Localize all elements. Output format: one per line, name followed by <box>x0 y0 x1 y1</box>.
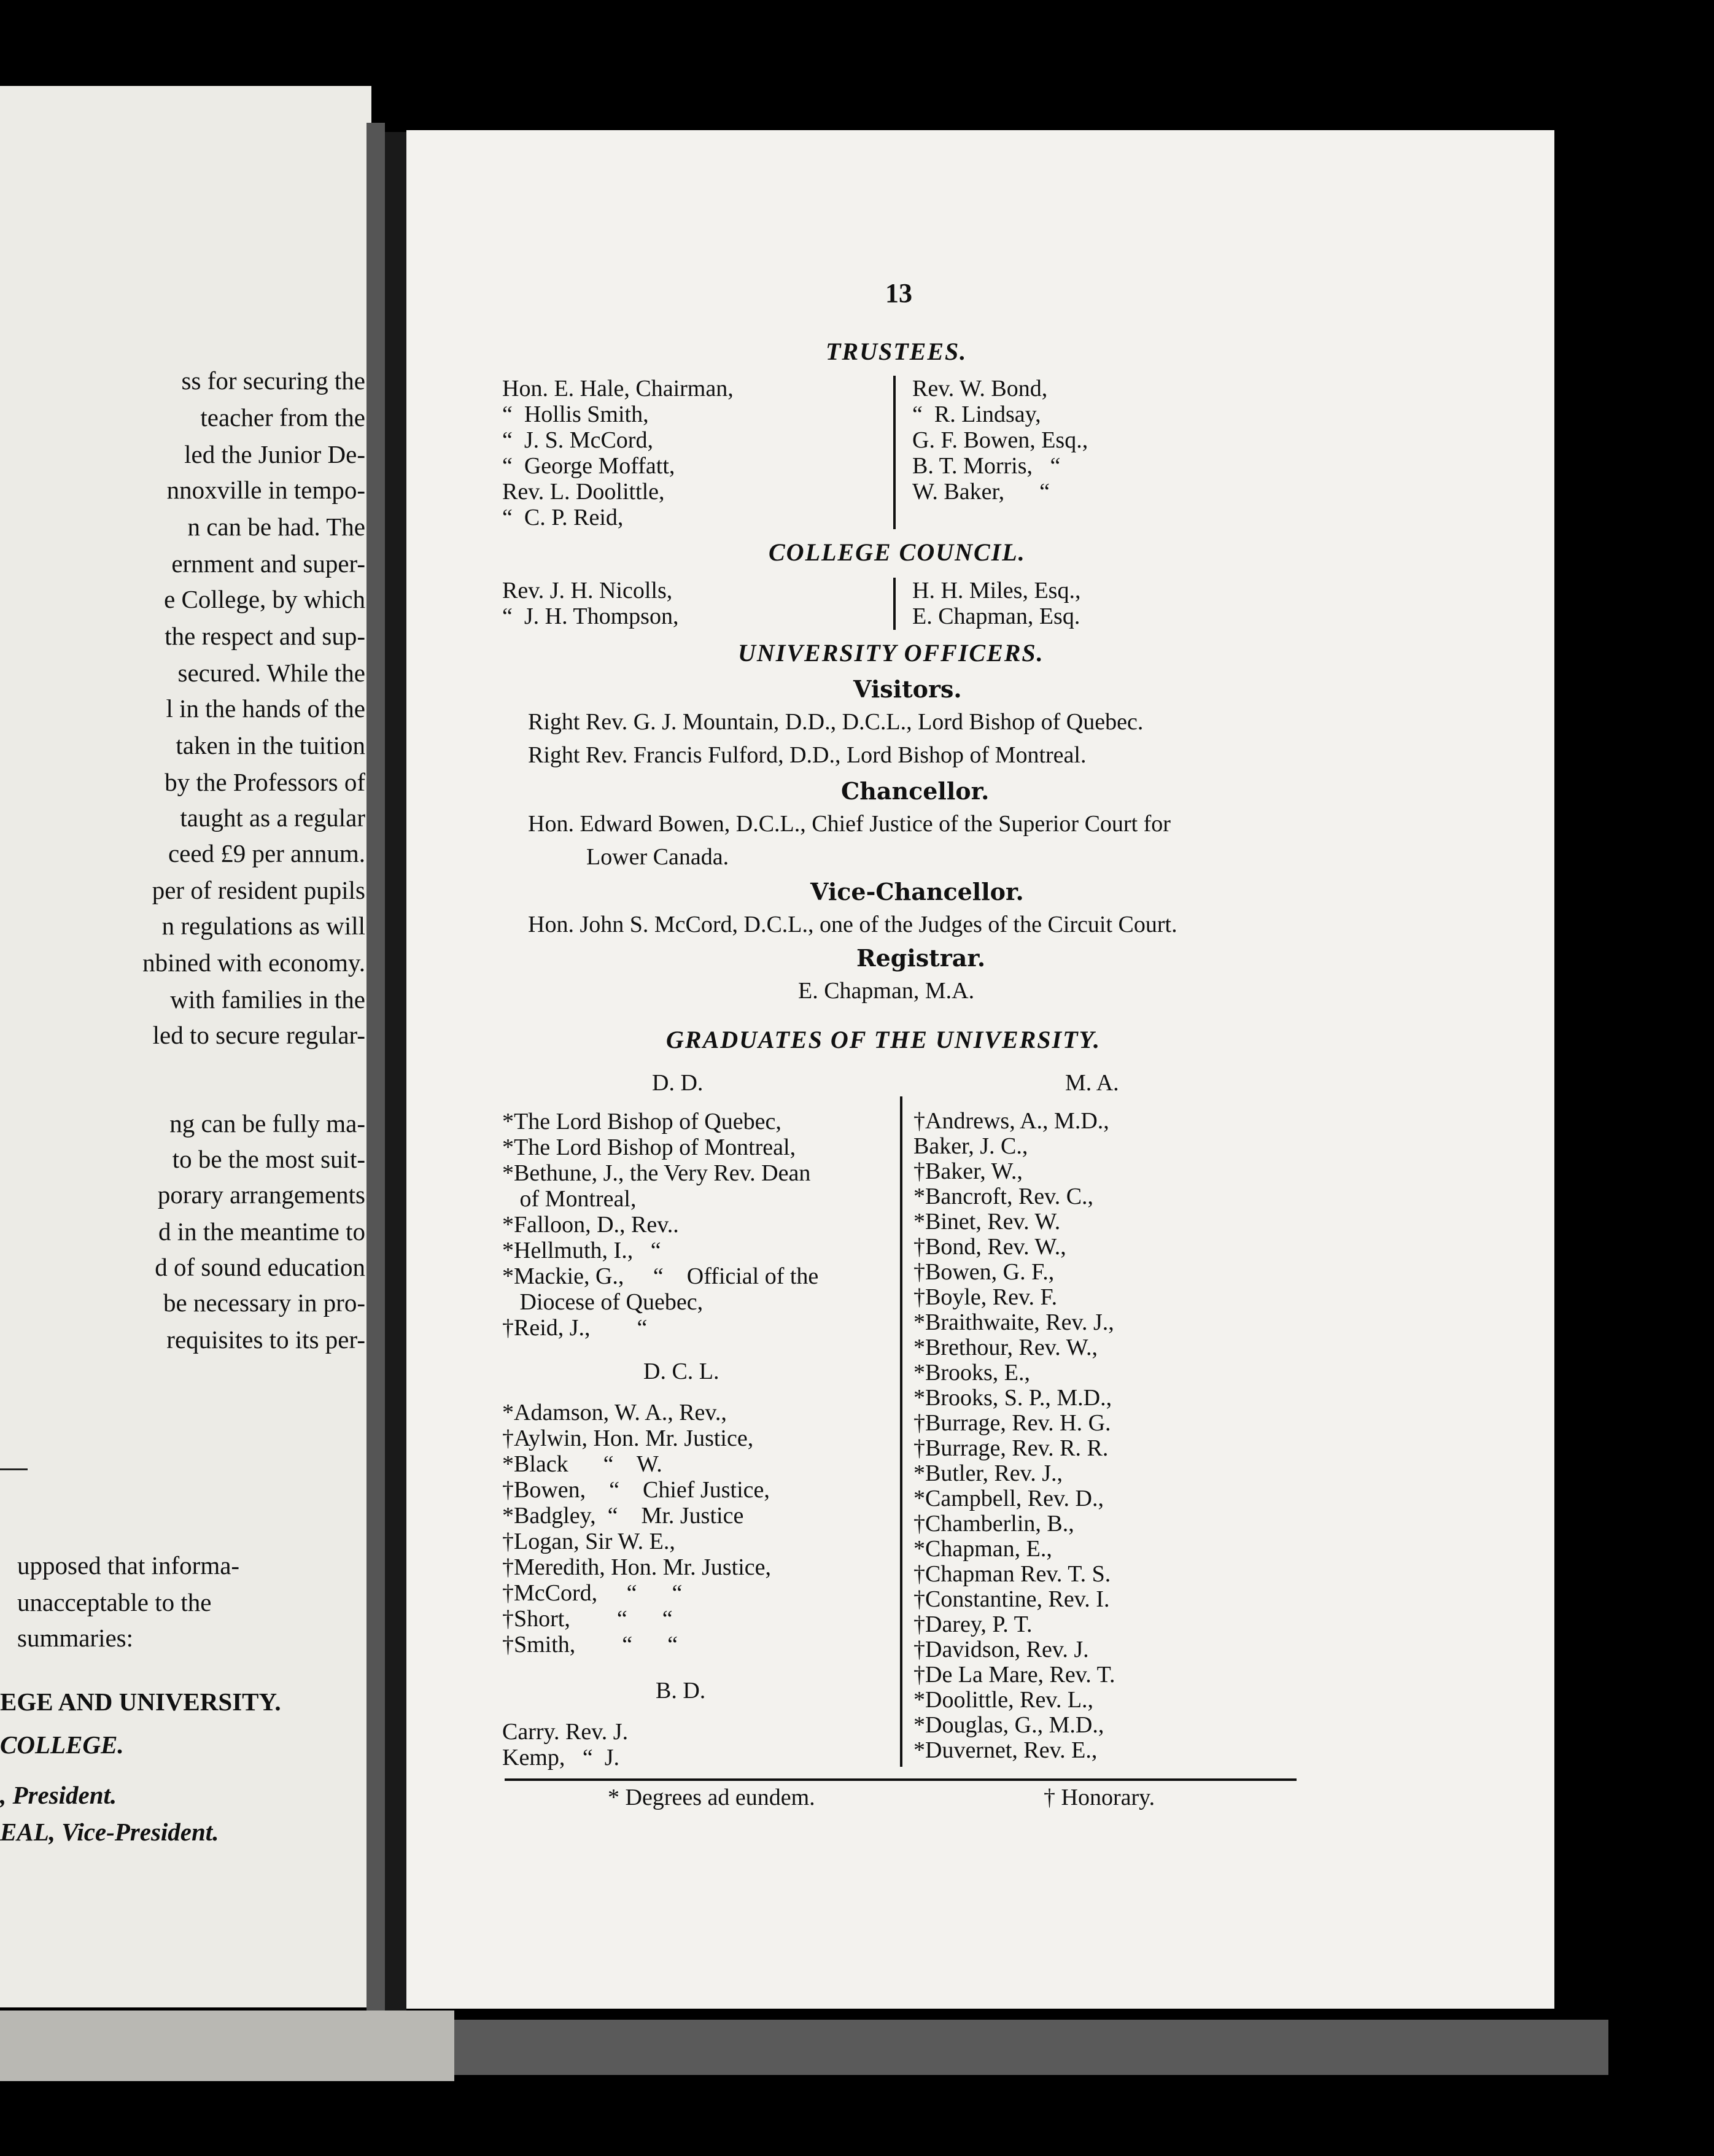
left-page-line: nbined with economy. <box>142 948 365 977</box>
footnote-rule <box>505 1778 1297 1781</box>
left-page-line: ernment and super- <box>171 549 365 578</box>
dd-entry: †Reid, J., “ <box>502 1315 648 1341</box>
ma-entry: †Boyle, Rev. F. <box>913 1284 1058 1310</box>
left-page <box>0 86 371 2007</box>
left-page-line: per of resident pupils <box>152 876 365 904</box>
trustee-entry: Hon. E. Hale, Chairman, <box>502 376 734 401</box>
left-page-line: taught as a regular <box>180 804 365 832</box>
page-number: 13 <box>885 278 912 308</box>
ma-entry: †Burrage, Rev. H. G. <box>913 1410 1111 1436</box>
chancellor-line: Lower Canada. <box>586 844 729 870</box>
dcl-entry: †McCord, “ “ <box>502 1580 683 1606</box>
left-page-line: EAL, Vice-President. <box>0 1818 219 1846</box>
ma-entry: †Baker, W., <box>913 1158 1023 1184</box>
officers-heading: UNIVERSITY OFFICERS. <box>738 639 1044 667</box>
dcl-entry: †Meredith, Hon. Mr. Justice, <box>502 1554 772 1580</box>
trustee-entry: W. Baker, “ <box>912 479 1050 505</box>
council-left-column <box>502 578 678 629</box>
ma-entry: †Darey, P. T. <box>913 1611 1033 1637</box>
ma-entry: *Brethour, Rev. W., <box>913 1335 1098 1360</box>
ma-list <box>913 1109 1115 1763</box>
visitor-line: Right Rev. G. J. Mountain, D.D., D.C.L., Lord Bishop of Quebec. <box>528 709 1144 735</box>
dcl-entry: *Black “ W. <box>502 1451 662 1477</box>
ma-entry: *Doolittle, Rev. L., <box>913 1687 1094 1713</box>
footnote-eundem: * Degrees ad eundem. <box>608 1785 815 1810</box>
chancellor-heading: Chancellor. <box>841 777 990 805</box>
footnote-honorary: † Honorary. <box>1044 1785 1155 1810</box>
left-page-line: upposed that informa- <box>17 1551 240 1580</box>
left-page-line: ss for securing the <box>181 366 365 395</box>
trustee-entry: “ C. P. Reid, <box>502 505 624 530</box>
trustee-entry: “ Hollis Smith, <box>502 401 649 427</box>
left-page-line: by the Professors of <box>165 768 365 796</box>
ma-entry: †Davidson, Rev. J. <box>913 1637 1089 1662</box>
left-page-line: to be the most suit- <box>172 1145 365 1173</box>
trustee-entry: “ George Moffatt, <box>502 453 675 479</box>
left-page-line: porary arrangements <box>157 1181 365 1209</box>
left-page-line: teacher from the <box>200 403 365 432</box>
dd-entry: *Falloon, D., Rev.. <box>502 1212 679 1238</box>
trustees-right-column <box>912 376 1088 505</box>
left-page-line: led the Junior De- <box>184 440 365 468</box>
left-page-line: unacceptable to the <box>17 1588 212 1616</box>
bd-entry: Carry. Rev. J. <box>502 1719 629 1745</box>
left-page-line: d of sound education <box>155 1253 365 1281</box>
left-page-line: n can be had. The <box>187 513 365 541</box>
left-page-line: be necessary in pro- <box>163 1289 365 1317</box>
ma-entry: *Brooks, S. P., M.D., <box>913 1385 1112 1411</box>
ma-entry: †Chamberlin, B., <box>913 1511 1074 1537</box>
ma-entry: *Douglas, G., M.D., <box>913 1712 1104 1738</box>
left-page-line: EGE AND UNIVERSITY. <box>0 1688 281 1716</box>
trustee-entry: B. T. Morris, “ <box>912 453 1061 479</box>
left-page-line: e College, by which <box>164 585 365 613</box>
left-page-line: , President. <box>0 1781 117 1809</box>
dd-entry: Diocese of Quebec, <box>502 1289 704 1315</box>
dcl-entry: *Badgley, “ Mr. Justice <box>502 1503 744 1529</box>
column-divider <box>893 578 896 630</box>
book-spine <box>366 123 385 2020</box>
ma-entry: †Burrage, Rev. R. R. <box>913 1435 1109 1461</box>
column-divider <box>900 1096 902 1767</box>
vice-chancellor-heading: Vice-Chancellor. <box>810 878 1024 905</box>
bd-heading: B. D. <box>656 1678 706 1704</box>
ma-entry: *Chapman, E., <box>913 1536 1052 1562</box>
trustee-entry: “ R. Lindsay, <box>912 401 1041 427</box>
council-right-column <box>912 578 1080 629</box>
ma-entry: *Butler, Rev. J., <box>913 1460 1063 1486</box>
visitors-heading: Visitors. <box>853 675 962 703</box>
ma-entry: *Braithwaite, Rev. J., <box>913 1309 1114 1335</box>
left-page-line: requisites to its per- <box>166 1325 365 1354</box>
left-page-line: taken in the tuition <box>176 731 365 759</box>
ma-heading: M. A. <box>1065 1070 1119 1096</box>
ma-entry: Baker, J. C., <box>913 1133 1028 1159</box>
dcl-entry: *Adamson, W. A., Rev., <box>502 1400 727 1425</box>
left-page-line: with families in the <box>170 985 365 1014</box>
trustee-entry: G. F. Bowen, Esq., <box>912 427 1088 453</box>
trustee-entry: Rev. L. Doolittle, <box>502 479 665 505</box>
bd-list <box>502 1719 628 1770</box>
dd-heading: D. D. <box>652 1070 704 1096</box>
registrar-heading: Registrar. <box>856 944 986 972</box>
left-page-line: d in the meantime to <box>158 1217 365 1246</box>
left-page-line: led to secure regular- <box>152 1021 365 1049</box>
dcl-entry: †Logan, Sir W. E., <box>502 1529 675 1554</box>
dd-entry: *The Lord Bishop of Montreal, <box>502 1134 796 1160</box>
trustees-left-column <box>502 376 734 530</box>
page-edge-strip <box>0 2011 454 2081</box>
ma-entry: *Brooks, E., <box>913 1360 1030 1386</box>
council-entry: “ J. H. Thompson, <box>502 603 679 629</box>
ma-entry: †Chapman Rev. T. S. <box>913 1561 1111 1587</box>
ma-entry: †Constantine, Rev. I. <box>913 1586 1110 1612</box>
left-page-line: secured. While the <box>177 659 365 687</box>
ma-entry: †Bond, Rev. W., <box>913 1234 1066 1260</box>
left-page-line: l in the hands of the <box>166 694 365 723</box>
left-page-line: summaries: <box>17 1624 134 1652</box>
left-page-rule <box>0 1468 28 1470</box>
dd-entry: *Mackie, G., “ Official of the <box>502 1263 819 1289</box>
bd-entry: Kemp, “ J. <box>502 1745 620 1770</box>
ma-entry: *Duvernet, Rev. E., <box>913 1737 1098 1763</box>
dd-entry: *Hellmuth, I., “ <box>502 1238 661 1263</box>
dcl-entry: †Bowen, “ Chief Justice, <box>502 1477 770 1503</box>
left-page-line: n regulations as will <box>161 912 365 940</box>
ma-entry: †Bowen, G. F., <box>913 1259 1055 1285</box>
trustees-heading: TRUSTEES. <box>826 338 968 365</box>
ma-entry: †Andrews, A., M.D., <box>913 1108 1109 1134</box>
ma-entry: †De La Mare, Rev. T. <box>913 1662 1115 1688</box>
left-page-line: COLLEGE. <box>0 1731 124 1759</box>
book-gutter <box>385 132 406 2011</box>
column-divider <box>893 376 896 529</box>
council-entry: Rev. J. H. Nicolls, <box>502 578 673 603</box>
registrar-line: E. Chapman, M.A. <box>798 978 975 1004</box>
trustee-entry: Rev. W. Bond, <box>912 376 1048 401</box>
page-edge-shadow <box>454 2020 1608 2075</box>
dd-list <box>502 1109 818 1341</box>
left-page-line: ng can be fully ma- <box>169 1109 365 1138</box>
ma-entry: *Bancroft, Rev. C., <box>913 1184 1094 1209</box>
chancellor-line: Hon. Edward Bowen, D.C.L., Chief Justice of the Superior Court for <box>528 811 1171 837</box>
left-page-line: ceed £9 per annum. <box>168 839 365 867</box>
council-entry: H. H. Miles, Esq., <box>912 578 1081 603</box>
dd-entry: *The Lord Bishop of Quebec, <box>502 1109 781 1134</box>
council-entry: E. Chapman, Esq. <box>912 603 1080 629</box>
visitor-line: Right Rev. Francis Fulford, D.D., Lord Bishop of Montreal. <box>528 742 1087 768</box>
dcl-entry: †Short, “ “ <box>502 1606 673 1632</box>
dcl-entry: †Smith, “ “ <box>502 1632 678 1658</box>
council-heading: COLLEGE COUNCIL. <box>769 538 1026 566</box>
graduates-heading: GRADUATES OF THE UNIVERSITY. <box>666 1026 1101 1053</box>
ma-entry: *Binet, Rev. W. <box>913 1209 1061 1235</box>
left-page-line: the respect and sup- <box>165 622 365 650</box>
dd-entry: of Montreal, <box>502 1186 637 1212</box>
dd-entry: *Bethune, J., the Very Rev. Dean <box>502 1160 811 1186</box>
dcl-entry: †Aylwin, Hon. Mr. Justice, <box>502 1425 754 1451</box>
dcl-heading: D. C. L. <box>643 1359 719 1384</box>
vice-chancellor-line: Hon. John S. McCord, D.C.L., one of the Judges of the Circuit Court. <box>528 912 1177 937</box>
ma-entry: *Campbell, Rev. D., <box>913 1486 1104 1511</box>
dcl-list <box>502 1400 771 1658</box>
trustee-entry: “ J. S. McCord, <box>502 427 653 453</box>
left-page-line: nnoxville in tempo- <box>166 476 365 504</box>
